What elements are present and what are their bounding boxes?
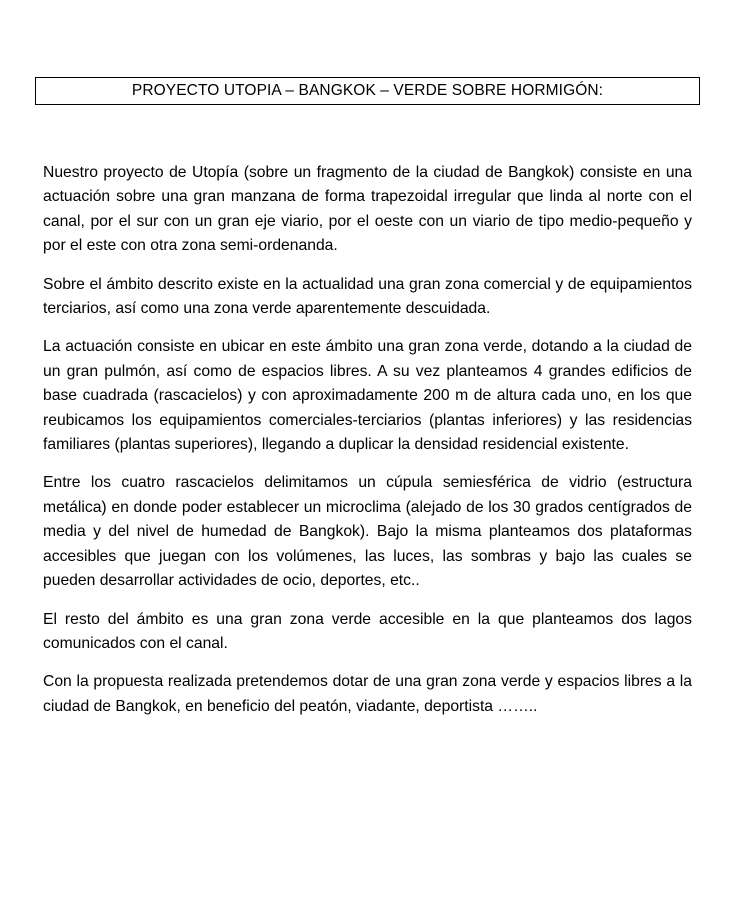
paragraph-1: Nuestro proyecto de Utopía (sobre un fragmento de la ciudad de Bangkok) consiste en una actuación sobre una gran manzana de forma trapezoidal irregular que linda al norte con el canal, por el sur con un gran eje viario, por el oeste con un viario de tipo medio-pequeño y por el este con otra zona semi-ordenanda.	[43, 164, 692, 255]
paragraph-4: Entre los cuatro rascacielos delimitamos un cúpula semiesférica de vidrio (estructura metálica) en donde poder establecer un microclima (alejado de los 30 grados centígrados de media y del nivel de humedad de Bangkok). Bajo la misma planteamos dos plataformas accesibles que juegan con los volúmenes, las luces, las sombras y bajo las cuales se pueden desarrollar actividades de ocio, deportes, etc..	[43, 474, 692, 590]
paragraph-5: El resto del ámbito es una gran zona verde accesible en la que planteamos dos lagos comunicados con el canal.	[43, 610, 692, 652]
paragraph-2: Sobre el ámbito descrito existe en la actualidad una gran zona comercial y de equipamientos terciarios, así como una zona verde aparentemente descuidada.	[43, 275, 692, 318]
document-body	[43, 161, 692, 733]
document-title-box	[35, 77, 700, 105]
paragraph-3: La actuación consiste en ubicar en este ámbito una gran zona verde, dotando a la ciudad de un gran pulmón, así como de espacios libres. A su vez planteamos 4 grandes edificios de base cuadrada (rascacielos) y con aproximadamente 200 m de altura cada uno, en los que reubicamos los equipamientos comerciales-terciarios (plantas inferiores) y las residencias familiares (plantas superiores), llegando a duplicar la densidad residencial existente.	[43, 338, 692, 454]
document-title: PROYECTO UTOPIA – BANGKOK – VERDE SOBRE HORMIGÓN:	[131, 82, 604, 99]
paragraph-6: Con la propuesta realizada pretendemos dotar de una gran zona verde y espacios libres a la ciudad de Bangkok, en beneficio del peatón, viadante, deportista ……..	[43, 673, 692, 715]
